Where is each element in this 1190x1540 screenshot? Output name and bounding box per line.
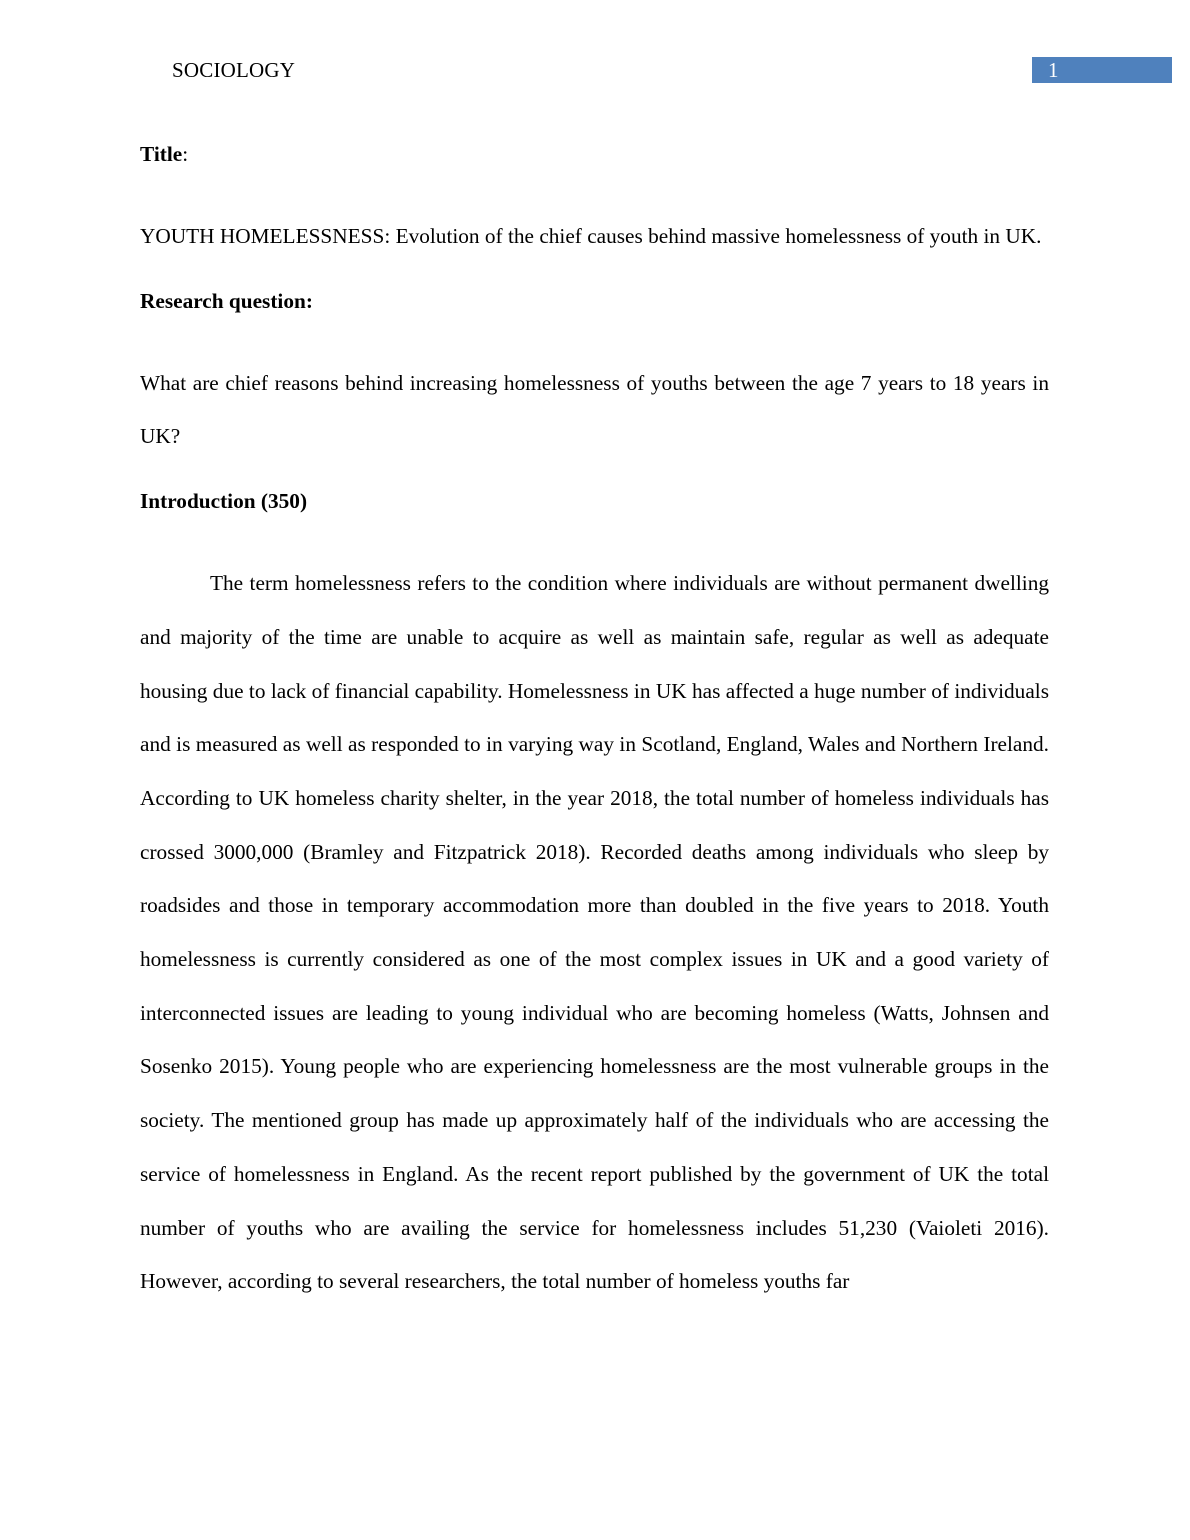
introduction-heading: Introduction (350) (140, 489, 308, 514)
title-label: Title (140, 142, 183, 166)
research-question-text: What are chief reasons behind increasing homelessness of youths between the age 7 years to 18 years in UK? (140, 370, 1049, 449)
running-head: SOCIOLOGY (172, 58, 296, 82)
page-number: 1 (1048, 58, 1059, 82)
document-body (140, 137, 1049, 1309)
title-heading (140, 137, 1049, 172)
research-question-heading: Research question: (140, 288, 313, 313)
title-text: YOUTH HOMELESSNESS: Evolution of the chief causes behind massive homelessness of youth in UK. (140, 224, 1042, 248)
page-number-box (1032, 57, 1172, 83)
title-colon: : (182, 142, 189, 166)
introduction-paragraph: The term homelessness refers to the condition where individuals are without permanent dwelling and majority of the time are unable to acquire as well as maintain safe, regular as well as adequate housing due to lack of financial capability. Homelessness in UK has affected a huge number of individuals and is measured as well as responded to in varying way in Scotland, England, Wales and Northern Ireland. According to UK homeless charity shelter, in the year 2018, the total number of homeless individuals has crossed 3000,000 (Bramley and Fitzpatrick 2018). Recorded deaths among individuals who sleep by roadsides and those in temporary accommodation more than doubled in the five years to 2018. Youth homelessness is currently considered as one of the most complex issues in UK and a good variety of interconnected issues are leading to young individual who are becoming homeless (Watts, Johnsen and Sosenko 2015). Young people who are experiencing homelessness are the most vulnerable groups in the society. The mentioned group has made up approximately half of the individuals who are accessing the service of homelessness in England. As the recent report published by the government of UK the total number of youths who are availing the service for homelessness includes 51,230 (Vaioleti 2016). However, according to several researchers, the total number of homeless youths far (140, 571, 1049, 1294)
